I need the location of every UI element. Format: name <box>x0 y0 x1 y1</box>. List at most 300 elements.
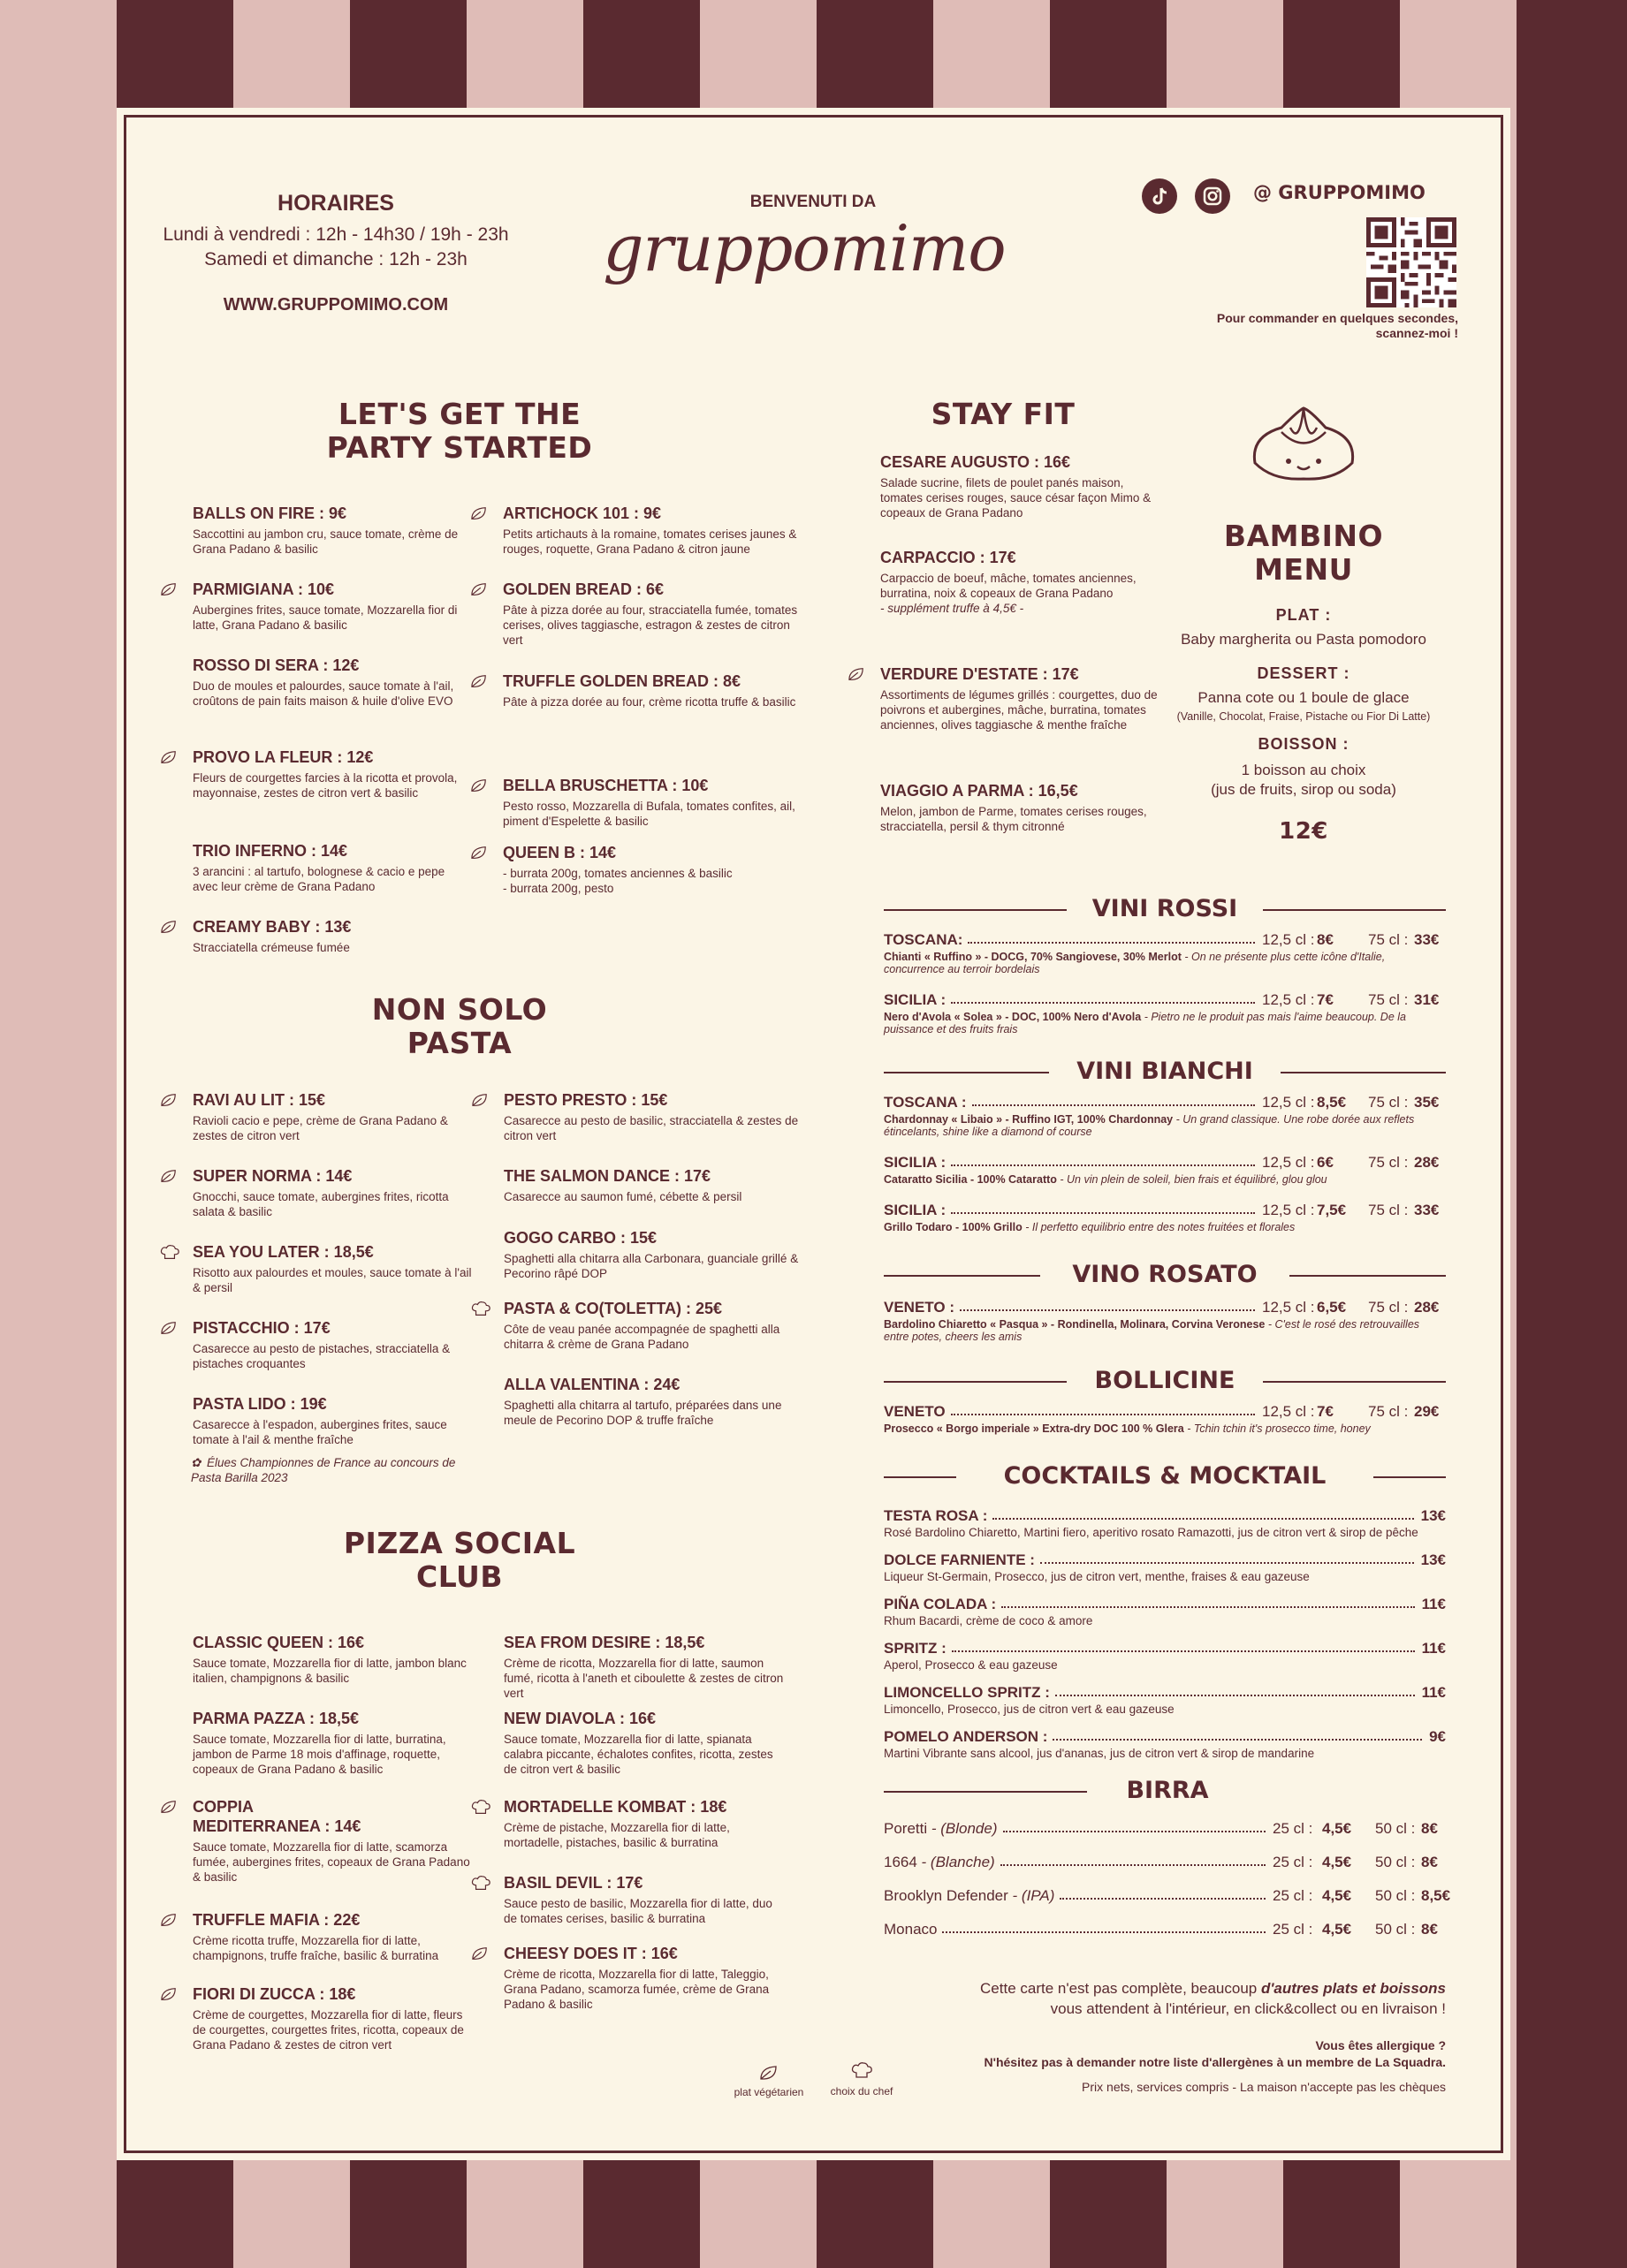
wine-name: Nero d'Avola « Solea » - DOC, 100% Nero d'Avola <box>884 1011 1142 1023</box>
beer-large-price: 8€ <box>1421 1820 1438 1837</box>
wine-description <box>884 1318 1446 1343</box>
section-title-vini-rossi: VINI ROSSI <box>1067 896 1263 922</box>
menu-item-super-norma <box>193 1166 475 1219</box>
beer-small-price: 4,5€ <box>1322 1887 1352 1904</box>
menu-item-description: Crème de courgettes, Mozzarella fior di latte, fleurs de courgettes, courgettes frites, ricotta, copeaux de Grana Padano & zestes de citron vert <box>193 2008 464 2052</box>
menu-item-title: CHEESY DOES IT : 16€ <box>504 1945 678 1962</box>
menu-item-description: Sauce tomate, Mozzarella fior di latte, spianata calabra piccante, échalotes confites, ricotta, zestes de citron vert & basilic <box>504 1733 773 1776</box>
menu-item-description: - burrata 200g, tomates anciennes & basilic - burrata 200g, pesto <box>503 867 733 895</box>
beer-large-label: 50 cl : <box>1375 1887 1416 1904</box>
glass-price: 8,5€ <box>1317 1094 1347 1111</box>
menu-item-title: GOLDEN BREAD : 6€ <box>503 580 665 598</box>
menu-item-new-diavola <box>504 1709 787 1777</box>
leaf-icon <box>159 1986 179 2006</box>
menu-item-title: TRUFFLE MAFIA : 22€ <box>193 1911 361 1929</box>
beer-large-price: 8€ <box>1421 1921 1438 1938</box>
wine-row <box>884 1403 1446 1421</box>
menu-item-alla-valentina <box>504 1375 813 1428</box>
glass-price: 7,5€ <box>1317 1202 1347 1218</box>
bottle-price: 35€ <box>1414 1094 1440 1111</box>
bottle-price: 31€ <box>1414 991 1440 1008</box>
menu-item-basil-devil <box>504 1873 787 1926</box>
dotted-leader <box>992 1518 1413 1520</box>
menu-item-description: 3 arancini : al tartufo, bolognese & cacio e pepe avec leur crème de Grana Padano <box>193 865 445 893</box>
chef-hat-icon <box>159 1244 180 1266</box>
beer-large-label: 50 cl : <box>1375 1820 1416 1837</box>
beer-name: Brooklyn Defender <box>884 1887 1008 1904</box>
glass-size-label: 12,5 cl : <box>1262 991 1315 1008</box>
cocktail-price: 11€ <box>1421 1640 1446 1657</box>
menu-item-ravi-au-lit <box>193 1090 475 1143</box>
menu-item-description: Pâte à pizza dorée au four, stracciatella fumée, tomates cerises, olives taggiasche, estragon & zestes de citron vert <box>503 603 798 647</box>
menu-item-rosso-di-sera <box>193 656 467 709</box>
social-handle[interactable]: @ GRUPPOMIMO <box>1253 182 1426 203</box>
cocktail-row <box>884 1728 1446 1746</box>
bambino-dessert-flavours: (Vanille, Chocolat, Fraise, Pistache ou Fior Di Latte) <box>1176 710 1431 723</box>
website-link[interactable]: WWW.GRUPPOMIMO.COM <box>223 295 449 315</box>
menu-item-title: PARMIGIANA : 10€ <box>193 580 335 598</box>
wine-row <box>884 991 1446 1009</box>
menu-item-title: THE SALMON DANCE : 17€ <box>504 1167 711 1185</box>
bambino-plat-label: PLAT : <box>1275 606 1332 624</box>
menu-item-description: Petits artichauts à la romaine, tomates cerises jaunes & rouges, roquette, Grana Padano & citron jaune <box>503 527 797 556</box>
section-title-vino-rosato: VINO ROSATO <box>1040 1262 1289 1288</box>
bottle-size-label: 75 cl : <box>1368 931 1409 948</box>
menu-item-title: MORTADELLE KOMBAT : 18€ <box>504 1798 727 1816</box>
wine-comment: - Pietro ne le produit pas mais l'aime beaucoup. De la puissance et des fruits frais <box>884 1011 1406 1035</box>
wine-row <box>884 1154 1446 1172</box>
menu-item-title: BALLS ON FIRE : 9€ <box>193 504 347 522</box>
menu-item-description: Crème de ricotta, Mozzarella fior di latte, Taleggio, Grana Padano, scamorza fumée, crème de Grana Padano & basilic <box>504 1968 770 2011</box>
pasta-award: ✿ Élues Championnes de France au concours de Pasta Barilla 2023 <box>191 1456 456 1484</box>
cocktail-name: POMELO ANDERSON : <box>884 1728 1048 1745</box>
menu-item-verdure-d-estate <box>880 664 1163 732</box>
legend-chef <box>809 2061 915 2097</box>
cocktail-price: 11€ <box>1421 1596 1446 1612</box>
wine-description <box>884 1221 1446 1233</box>
menu-item-bella-bruschetta <box>503 776 812 829</box>
wine-row <box>884 1094 1446 1111</box>
bambino-title-1: BAMBINO <box>1223 519 1384 553</box>
menu-item-title: SEA FROM DESIRE : 18,5€ <box>504 1634 705 1651</box>
wine-name: Grillo Todaro - 100% Grillo <box>884 1221 1023 1233</box>
wine-region: VENETO <box>884 1403 946 1420</box>
beer-large-price: 8€ <box>1421 1854 1438 1870</box>
cocktail-description: Limoncello, Prosecco, jus de citron vert & eau gazeuse <box>884 1703 1175 1716</box>
menu-item-description: Pâte à pizza dorée au four, crème ricotta truffe & basilic <box>503 695 796 709</box>
bottle-price: 29€ <box>1414 1403 1440 1420</box>
section-title-cocktails: COCKTAILS & MOCKTAIL <box>956 1463 1373 1490</box>
menu-item-description: Sauce tomate, Mozzarella fior di latte, jambon blanc italien, champignons & basilic <box>193 1657 467 1685</box>
dotted-leader <box>951 1414 1255 1415</box>
wine-name: Prosecco « Borgo imperiale » Extra-dry DOC 100 % Glera <box>884 1422 1184 1435</box>
wine-comment: - Un vin plein de soleil, bien frais et équilibré, glou glou <box>1056 1173 1327 1186</box>
menu-item-title: ROSSO DI SERA : 12€ <box>193 656 360 674</box>
wine-row <box>884 931 1446 949</box>
menu-item-title: SEA YOU LATER : 18,5€ <box>193 1243 374 1261</box>
glass-size-label: 12,5 cl : <box>1262 1299 1315 1316</box>
qr-caption-1: Pour commander en quelques secondes, <box>1216 311 1458 325</box>
menu-item-description: Stracciatella crémeuse fumée <box>193 941 350 954</box>
wine-name: Chardonnay « Libaio » - Ruffino IGT, 100% Chardonnay <box>884 1113 1174 1126</box>
bambino-title-2: MENU <box>1254 552 1353 587</box>
party-title-2: PARTY STARTED <box>326 430 593 465</box>
menu-item-title: FIORI DI ZUCCA : 18€ <box>193 1985 356 2003</box>
menu-item-pistacchio <box>193 1318 475 1371</box>
wine-region: TOSCANA: <box>884 931 963 948</box>
menu-item-description: Pesto rosso, Mozzarella di Bufala, tomates confites, ail, piment d'Espelette & basilic <box>503 800 795 828</box>
bottle-size-label: 75 cl : <box>1368 1403 1409 1420</box>
beer-small-price: 4,5€ <box>1322 1854 1352 1870</box>
leaf-icon <box>159 1092 179 1112</box>
menu-item-viaggio-a-parma <box>880 781 1163 834</box>
menu-item-gogo-carbo <box>504 1228 813 1281</box>
wine-region: TOSCANA : <box>884 1094 967 1111</box>
wine-region: VENETO : <box>884 1299 954 1316</box>
dotted-leader <box>951 1002 1255 1004</box>
menu-item-parma-pazza <box>193 1709 475 1777</box>
menu-item-creamy-baby <box>193 917 467 955</box>
menu-item-truffle-golden-bread <box>503 671 812 709</box>
leaf-icon <box>469 673 489 694</box>
menu-item-sea-from-desire <box>504 1633 787 1701</box>
menu-item-description: Melon, jambon de Parme, tomates cerises rouges, stracciatella, persil & thym citronné <box>880 805 1147 833</box>
menu-item-provo-la-fleur <box>193 747 467 800</box>
menu-item-description: Salade sucrine, filets de poulet panés maison, tomates cerises rouges, sauce césar façon Mimo & copeaux de Grana Padano <box>880 476 1152 520</box>
bambino-plat: Baby margherita ou Pasta pomodoro <box>1181 631 1426 648</box>
legend-vegetarian <box>716 2064 822 2098</box>
dotted-leader <box>960 1309 1255 1311</box>
glass-price: 8€ <box>1317 931 1334 948</box>
section-divider <box>884 1791 1087 1793</box>
dotted-leader <box>951 1164 1255 1166</box>
welcome-text: BENVENUTI DA <box>749 193 877 211</box>
menu-item-description: Ravioli cacio e pepe, crème de Grana Padano & zestes de citron vert <box>193 1114 448 1142</box>
menu-item-sea-you-later <box>193 1242 475 1295</box>
wine-description <box>884 1113 1446 1138</box>
menu-item-description: Casarecce au pesto de pistaches, stracciatella & pistaches croquantes <box>193 1342 451 1370</box>
menu-item-title: ALLA VALENTINA : 24€ <box>504 1376 680 1393</box>
glass-size-label: 12,5 cl : <box>1262 1094 1315 1111</box>
cocktail-price: 13€ <box>1420 1551 1446 1568</box>
menu-item-title: PESTO PRESTO : 15€ <box>504 1091 668 1109</box>
menu-item-title: PROVO LA FLEUR : 12€ <box>193 748 374 766</box>
cocktail-row <box>884 1507 1446 1525</box>
beer-large-label: 50 cl : <box>1375 1854 1416 1870</box>
wine-description <box>884 1011 1446 1035</box>
wine-row <box>884 1202 1446 1219</box>
wine-name: Chianti « Ruffino » - DOCG, 70% Sangiovese, 30% Merlot <box>884 951 1182 963</box>
menu-item-title: GOGO CARBO : 15€ <box>504 1229 658 1247</box>
menu-item-title: PISTACCHIO : 17€ <box>193 1319 331 1337</box>
cocktail-row <box>884 1640 1446 1657</box>
bambino-dessert: Panna cote ou 1 boule de glace <box>1197 689 1410 706</box>
menu-item-description: Crème de pistache, Mozzarella fior di latte, mortadelle, pistaches, basilic & burratina <box>504 1821 730 1849</box>
beer-small-label: 25 cl : <box>1273 1887 1313 1904</box>
qr-code[interactable] <box>1366 217 1456 307</box>
menu-item-classic-queen <box>193 1633 475 1686</box>
cocktail-price: 13€ <box>1420 1507 1446 1524</box>
menu-item-truffle-mafia <box>193 1910 475 1963</box>
menu-item-title: COPPIA MEDITERRANEA : 14€ <box>193 1798 361 1835</box>
dotted-leader <box>1003 1831 1266 1832</box>
menu-item-title: CESARE AUGUSTO : 16€ <box>880 453 1071 471</box>
chef-hat-icon <box>470 1301 491 1323</box>
menu-item-coppia-mediterranea <box>193 1797 475 1885</box>
leaf-icon <box>159 1912 179 1932</box>
instagram-icon[interactable] <box>1195 178 1230 214</box>
glass-size-label: 12,5 cl : <box>1262 931 1315 948</box>
leaf-icon <box>469 777 489 798</box>
bottle-size-label: 75 cl : <box>1368 1299 1409 1316</box>
bottle-price: 33€ <box>1414 931 1440 948</box>
cocktail-description: Aperol, Prosecco & eau gazeuse <box>884 1658 1058 1672</box>
cocktail-description: Rosé Bardolino Chiaretto, Martini fiero, aperitivo rosato Ramazotti, jus de citron vert & sirop de pêche <box>884 1526 1418 1539</box>
menu-item-note: - supplément truffe à 4,5€ - <box>880 602 1024 615</box>
award-icon: ✿ <box>191 1456 201 1469</box>
chef-hat-icon <box>470 1875 491 1897</box>
menu-item-title: TRIO INFERNO : 14€ <box>193 842 348 860</box>
hours-title: HORAIRES <box>278 191 394 216</box>
menu-item-title: BASIL DEVIL : 17€ <box>504 1874 643 1892</box>
bambino-boisson-1: 1 boisson au choix <box>1241 762 1366 778</box>
menu-item-golden-bread <box>503 580 812 648</box>
cocktail-name: SPRITZ : <box>884 1640 947 1657</box>
menu-item-artichock-101 <box>503 504 812 557</box>
hours-weekday: Lundi à vendredi : 12h - 14h30 / 19h - 23h <box>163 224 509 245</box>
menu-item-mortadelle-kombat <box>504 1797 787 1850</box>
menu-item-description: Duo de moules et palourdes, sauce tomate à l'ail, croûtons de pain faits maison & huile d'olive EVO <box>193 679 454 708</box>
beer-large-label: 50 cl : <box>1375 1921 1416 1938</box>
legend-vegetarian-label: plat végétarien <box>734 2086 804 2098</box>
wine-name: Bardolino Chiaretto « Pasqua » - Rondinella, Molinara, Corvina Veronese <box>884 1318 1266 1331</box>
beer-name: 1664 <box>884 1854 917 1870</box>
dotted-leader <box>951 1212 1255 1214</box>
wine-comment: - Tchin tchin it's prosecco time, honey <box>1183 1422 1371 1435</box>
allergy-info: N'hésitez pas à demander notre liste d'allergènes à un membre de La Squadra. <box>984 2055 1446 2069</box>
wine-comment: - C'est le rosé des retrouvailles entre potes, cheers les amis <box>884 1318 1420 1343</box>
cocktail-description: Liqueur St-Germain, Prosecco, jus de citron vert, menthe, fraises & eau gazeuse <box>884 1570 1310 1583</box>
menu-item-cheesy-does-it <box>504 1944 787 2012</box>
menu-item-queen-b <box>503 843 812 896</box>
menu-item-description: Crème de ricotta, Mozzarella fior di latte, saumon fumé, ricotta à l'aneth et ciboulette & zestes de citron vert <box>504 1657 784 1700</box>
menu-item-parmigiana <box>193 580 467 633</box>
menu-item-description: Sauce tomate, Mozzarella fior di latte, burratina, jambon de Parme 18 mois d'affinage, roquette, copeaux de Grana Padano & basilic <box>193 1733 446 1776</box>
beer-row <box>884 1854 1446 1871</box>
beer-row <box>884 1921 1446 1938</box>
section-title-birra: BIRRA <box>1096 1778 1239 1804</box>
wine-comment: - Un grand classique. Une robe dorée aux reflets étincelants, shine like a diamond of course <box>884 1113 1415 1138</box>
dotted-leader <box>1001 1606 1414 1608</box>
menu-item-title: VERDURE D'ESTATE : 17€ <box>880 665 1079 683</box>
cocktail-name: LIMONCELLO SPRITZ : <box>884 1684 1050 1701</box>
menu-item-title: NEW DIAVOLA : 16€ <box>504 1710 657 1727</box>
beer-small-label: 25 cl : <box>1273 1820 1313 1837</box>
wine-comment: - Il perfetto equilibrio entre des notes fruitées et florales <box>1022 1221 1296 1233</box>
cocktail-row <box>884 1684 1446 1702</box>
bambino-boisson-label: BOISSON : <box>1258 735 1349 753</box>
menu-item-description: Assortiments de légumes grillés : courgettes, duo de poivrons et aubergines, mâche, burratina, tomates anciennes, olives taggiasche & menthe fraîche <box>880 688 1158 732</box>
menu-item-title: VIAGGIO A PARMA : 16,5€ <box>880 782 1078 800</box>
beer-small-label: 25 cl : <box>1273 1921 1313 1938</box>
menu-item-pasta-lido <box>193 1394 475 1447</box>
dotted-leader <box>972 1104 1256 1106</box>
menu-item-title: QUEEN B : 14€ <box>503 844 617 861</box>
cocktail-price: 9€ <box>1429 1728 1446 1745</box>
bottle-size-label: 75 cl : <box>1368 1154 1409 1171</box>
cocktail-row <box>884 1596 1446 1613</box>
bottle-size-label: 75 cl : <box>1368 1202 1409 1218</box>
wine-description <box>884 951 1446 975</box>
menu-item-description: Aubergines frites, sauce tomate, Mozzarella fior di latte, Grana Padano & basilic <box>193 603 458 632</box>
leaf-icon <box>159 1320 179 1340</box>
brand-logo: gruppomimo <box>603 211 1006 285</box>
leaf-icon <box>847 666 866 686</box>
legend-chef-label: choix du chef <box>830 2085 893 2097</box>
beer-style: - (Blanche) <box>916 1854 995 1870</box>
leaf-icon <box>159 749 179 770</box>
menu-item-carpaccio <box>880 548 1163 616</box>
footer-note-1: Cette carte n'est pas complète, beaucoup d'autres plats et boissons <box>980 1980 1446 1997</box>
dotted-leader <box>1040 1562 1414 1564</box>
price-policy: Prix nets, services compris - La maison n'accepte pas les chèques <box>1082 2080 1446 2094</box>
bambino-price: 12€ <box>1279 818 1328 845</box>
pizza-title-2: CLUB <box>415 1559 504 1594</box>
bottle-price: 33€ <box>1414 1202 1440 1218</box>
menu-item-description: Gnocchi, sauce tomate, aubergines frites, ricotta salata & basilic <box>193 1190 449 1218</box>
menu-item-title: CARPACCIO : 17€ <box>880 549 1016 566</box>
menu-item-title: TRUFFLE GOLDEN BREAD : 8€ <box>503 672 741 690</box>
cocktail-name: TESTA ROSA : <box>884 1507 988 1524</box>
party-title-1: LET'S GET THE <box>338 397 582 431</box>
leaf-icon <box>159 581 179 602</box>
dotted-leader <box>942 1931 1266 1933</box>
bottle-price: 28€ <box>1414 1299 1440 1316</box>
wine-region: SICILIA : <box>884 1154 947 1171</box>
cocktail-name: DOLCE FARNIENTE : <box>884 1551 1035 1568</box>
leaf-icon <box>159 1799 179 1819</box>
beer-name: Poretti <box>884 1820 928 1837</box>
menu-item-description: Casarecce au saumon fumé, cébette & persil <box>504 1190 742 1203</box>
beer-small-price: 4,5€ <box>1322 1921 1352 1938</box>
leaf-icon <box>159 1168 179 1188</box>
menu-item-title: PASTA & CO(TOLETTA) : 25€ <box>504 1300 723 1317</box>
section-title-vini-bianchi: VINI BIANCHI <box>1049 1058 1281 1085</box>
leaf-icon <box>469 505 489 526</box>
stayfit-title: STAY FIT <box>931 397 1076 431</box>
cocktail-row <box>884 1551 1446 1569</box>
glass-price: 7€ <box>1317 1403 1334 1420</box>
leaf-icon <box>470 1092 490 1112</box>
dumpling-illustration <box>1237 401 1370 489</box>
dotted-leader <box>1060 1898 1266 1900</box>
menu-item-description: Côte de veau panée accompagnée de spaghetti alla chitarra & crème de Grana Padano <box>504 1323 780 1351</box>
wine-comment: - On ne présente plus cette icône d'Italie, concurrence au terroir bordelais <box>884 951 1386 975</box>
menu-item-title: ARTICHOCK 101 : 9€ <box>503 504 662 522</box>
beer-large-price: 8,5€ <box>1421 1887 1451 1904</box>
pasta-title-1: NON SOLO <box>371 992 548 1027</box>
menu-item-description: Spaghetti alla chitarra al tartufo, préparées dans une meule de Pecorino DOP & truffe fraîche <box>504 1399 782 1427</box>
bottle-size-label: 75 cl : <box>1368 1094 1409 1111</box>
glass-size-label: 12,5 cl : <box>1262 1202 1315 1218</box>
chef-hat-icon <box>470 1799 491 1821</box>
wine-description <box>884 1173 1446 1186</box>
dotted-leader <box>1000 1864 1266 1866</box>
glass-size-label: 12,5 cl : <box>1262 1403 1315 1420</box>
menu-item-title: CREAMY BABY : 13€ <box>193 918 352 936</box>
menu-item-title: RAVI AU LIT : 15€ <box>193 1091 326 1109</box>
menu-item-description: Crème ricotta truffe, Mozzarella fior di latte, champignons, truffe fraîche, basilic & burratina <box>193 1934 439 1962</box>
section-title-bollicine: BOLLICINE <box>1067 1368 1263 1394</box>
bambino-boisson-2: (jus de fruits, sirop ou soda) <box>1211 781 1396 798</box>
wine-name: Cataratto Sicilia - 100% Cataratto <box>884 1173 1057 1186</box>
dotted-leader <box>1053 1739 1422 1741</box>
menu-item-trio-inferno <box>193 841 467 894</box>
menu-item-balls-on-fire <box>193 504 467 557</box>
hours-weekend: Samedi et dimanche : 12h - 23h <box>204 249 468 269</box>
menu-item-the-salmon-dance <box>504 1166 813 1204</box>
menu-item-title: BELLA BRUSCHETTA : 10€ <box>503 777 709 794</box>
cocktail-name: PIÑA COLADA : <box>884 1596 997 1612</box>
bottle-price: 28€ <box>1414 1154 1440 1171</box>
menu-item-description: Risotto aux palourdes et moules, sauce tomate à l'ail & persil <box>193 1266 472 1294</box>
menu-item-title: SUPER NORMA : 14€ <box>193 1167 353 1185</box>
beer-row <box>884 1820 1446 1838</box>
menu-item-title: PASTA LIDO : 19€ <box>193 1395 327 1413</box>
menu-item-description: Carpaccio de boeuf, mâche, tomates anciennes, burratina, noix & copeaux de Grana Padano <box>880 572 1137 600</box>
glass-price: 7€ <box>1317 991 1334 1008</box>
dotted-leader <box>1055 1695 1415 1696</box>
menu-item-description: Casarecce à l'espadon, aubergines frites, sauce tomate à l'ail & menthe fraîche <box>193 1418 447 1446</box>
menu-item-description: Casarecce au pesto de basilic, stracciatella & zestes de citron vert <box>504 1114 799 1142</box>
footer-note-2: vous attendent à l'intérieur, en click&collect ou en livraison ! <box>1050 2000 1446 2017</box>
beer-small-price: 4,5€ <box>1322 1820 1352 1837</box>
menu-item-description: Saccottini au jambon cru, sauce tomate, crème de Grana Padano & basilic <box>193 527 459 556</box>
pasta-title-2: PASTA <box>407 1026 513 1060</box>
leaf-icon <box>470 1946 490 1966</box>
cocktail-description: Martini Vibrante sans alcool, jus d'ananas, jus de citron vert & sirop de mandarine <box>884 1747 1315 1760</box>
menu-item-title: PARMA PAZZA : 18,5€ <box>193 1710 360 1727</box>
cocktail-price: 11€ <box>1421 1684 1446 1701</box>
menu-item-fiori-di-zucca <box>193 1984 475 2052</box>
chef-hat-icon <box>850 2061 873 2081</box>
leaf-icon <box>469 581 489 602</box>
leaf-icon <box>758 2064 779 2082</box>
pizza-title-1: PIZZA SOCIAL <box>343 1526 576 1560</box>
glass-price: 6,5€ <box>1317 1299 1347 1316</box>
tiktok-icon[interactable] <box>1142 178 1177 214</box>
menu-item-pasta-co-toletta <box>504 1299 813 1352</box>
dotted-leader <box>968 942 1255 944</box>
allergy-question: Vous êtes allergique ? <box>1315 2038 1446 2052</box>
beer-small-label: 25 cl : <box>1273 1854 1313 1870</box>
wine-region: SICILIA : <box>884 991 947 1008</box>
glass-price: 6€ <box>1317 1154 1334 1171</box>
bambino-dessert-label: DESSERT : <box>1257 664 1350 682</box>
glass-size-label: 12,5 cl : <box>1262 1154 1315 1171</box>
menu-item-description: Sauce tomate, Mozzarella fior di latte, scamorza fumée, aubergines frites, copeaux de Grana Padano & basilic <box>193 1840 470 1884</box>
leaf-icon <box>469 845 489 865</box>
wine-row <box>884 1299 1446 1316</box>
menu-item-description: Spaghetti alla chitarra alla Carbonara, guanciale grillé & Pecorino râpé DOP <box>504 1252 799 1280</box>
dotted-leader <box>952 1650 1415 1652</box>
leaf-icon <box>159 919 179 939</box>
wine-description <box>884 1422 1446 1435</box>
menu-item-pesto-presto <box>504 1090 813 1143</box>
qr-caption-2: scannez-moi ! <box>1375 326 1458 340</box>
beer-row <box>884 1887 1451 1905</box>
cocktail-description: Rhum Bacardi, crème de coco & amore <box>884 1614 1093 1627</box>
